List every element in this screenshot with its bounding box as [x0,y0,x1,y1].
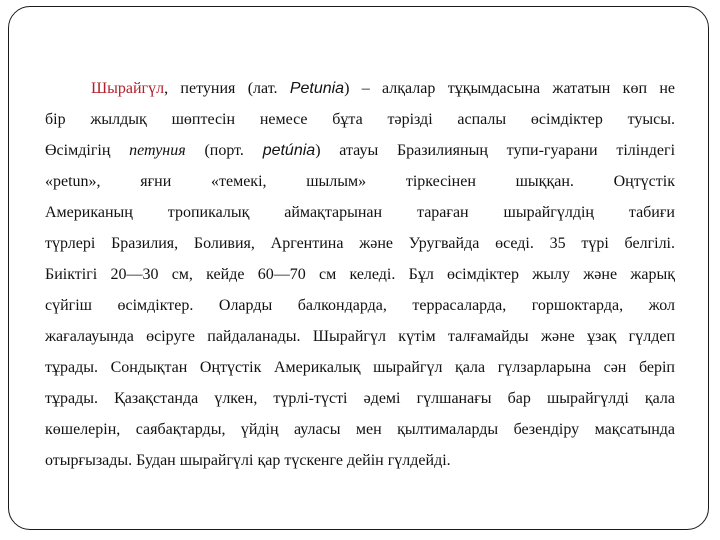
text-segment: бір жылдық шөптесін немесе бұта тәрізді аспалы өсімдіктер туысы. [45,111,675,128]
text-line [45,414,675,445]
text-line [45,383,675,414]
text-line [45,259,675,290]
text-segment: сүйгіш өсімдіктер. Оларды балкондарда, террасаларда, горшоктарда, жол [45,297,675,314]
text-segment: Petunia [289,80,345,97]
article-text [45,73,675,476]
text-segment: (порт. [185,142,263,159]
text-line [45,321,675,352]
text-segment: тұрады. Сондықтан Оңтүстік Америкалық шырайгүл қала гүлзарларына сән беріп [45,359,675,376]
highlighted-term: Шырайгүл [91,80,165,97]
text-segment: Американың тропикалық аймақтарынан тараған шырайгүлдің табиғи [45,204,675,221]
text-line [45,352,675,383]
text-segment: петуния [129,142,186,159]
text-segment: , петуния (лат. [164,80,290,97]
text-segment: жағалауында өсіруге пайдаланады. Шырайгүл күтім талғамайды және ұзақ гүлдеп [45,328,675,345]
text-segment: Биіктігі 20—30 см, кейде 60—70 см келеді. Бұл өсімдіктер жылу және жарық [45,266,675,283]
text-segment: отырғызады. Будан шырайгүлі қар түскенге дейін гүлдейді. [45,452,451,469]
text-line [45,290,675,321]
text-line [45,166,675,197]
text-line [45,104,675,135]
text-segment: ) – алқалар тұқымдасына жататын көп не [344,80,675,97]
text-segment: тұрады. Қазақстанда үлкен, түрлі-түсті әдемі гүлшанағы бар шырайгүлді қала [45,390,675,407]
text-line [45,228,675,259]
text-line [45,135,675,166]
text-line [45,73,675,104]
text-segment: көшелерін, саябақтарды, үйдің ауласы мен қылтималарды безендіру мақсатында [45,421,675,438]
text-segment: «petun», яғни «темекі, шылым» тіркесінен шыққан. Оңтүстік [45,173,675,190]
text-line [45,197,675,228]
text-line [45,445,675,476]
text-segment: ) атауы Бразилияның тупи-гуарани тіліндегі [315,142,675,159]
text-segment: petúnia [262,142,316,159]
text-segment: түрлері Бразилия, Боливия, Аргентина және Уругвайда өседі. 35 түрі белгілі. [45,235,675,252]
text-segment: Өсімдігің [45,142,130,159]
